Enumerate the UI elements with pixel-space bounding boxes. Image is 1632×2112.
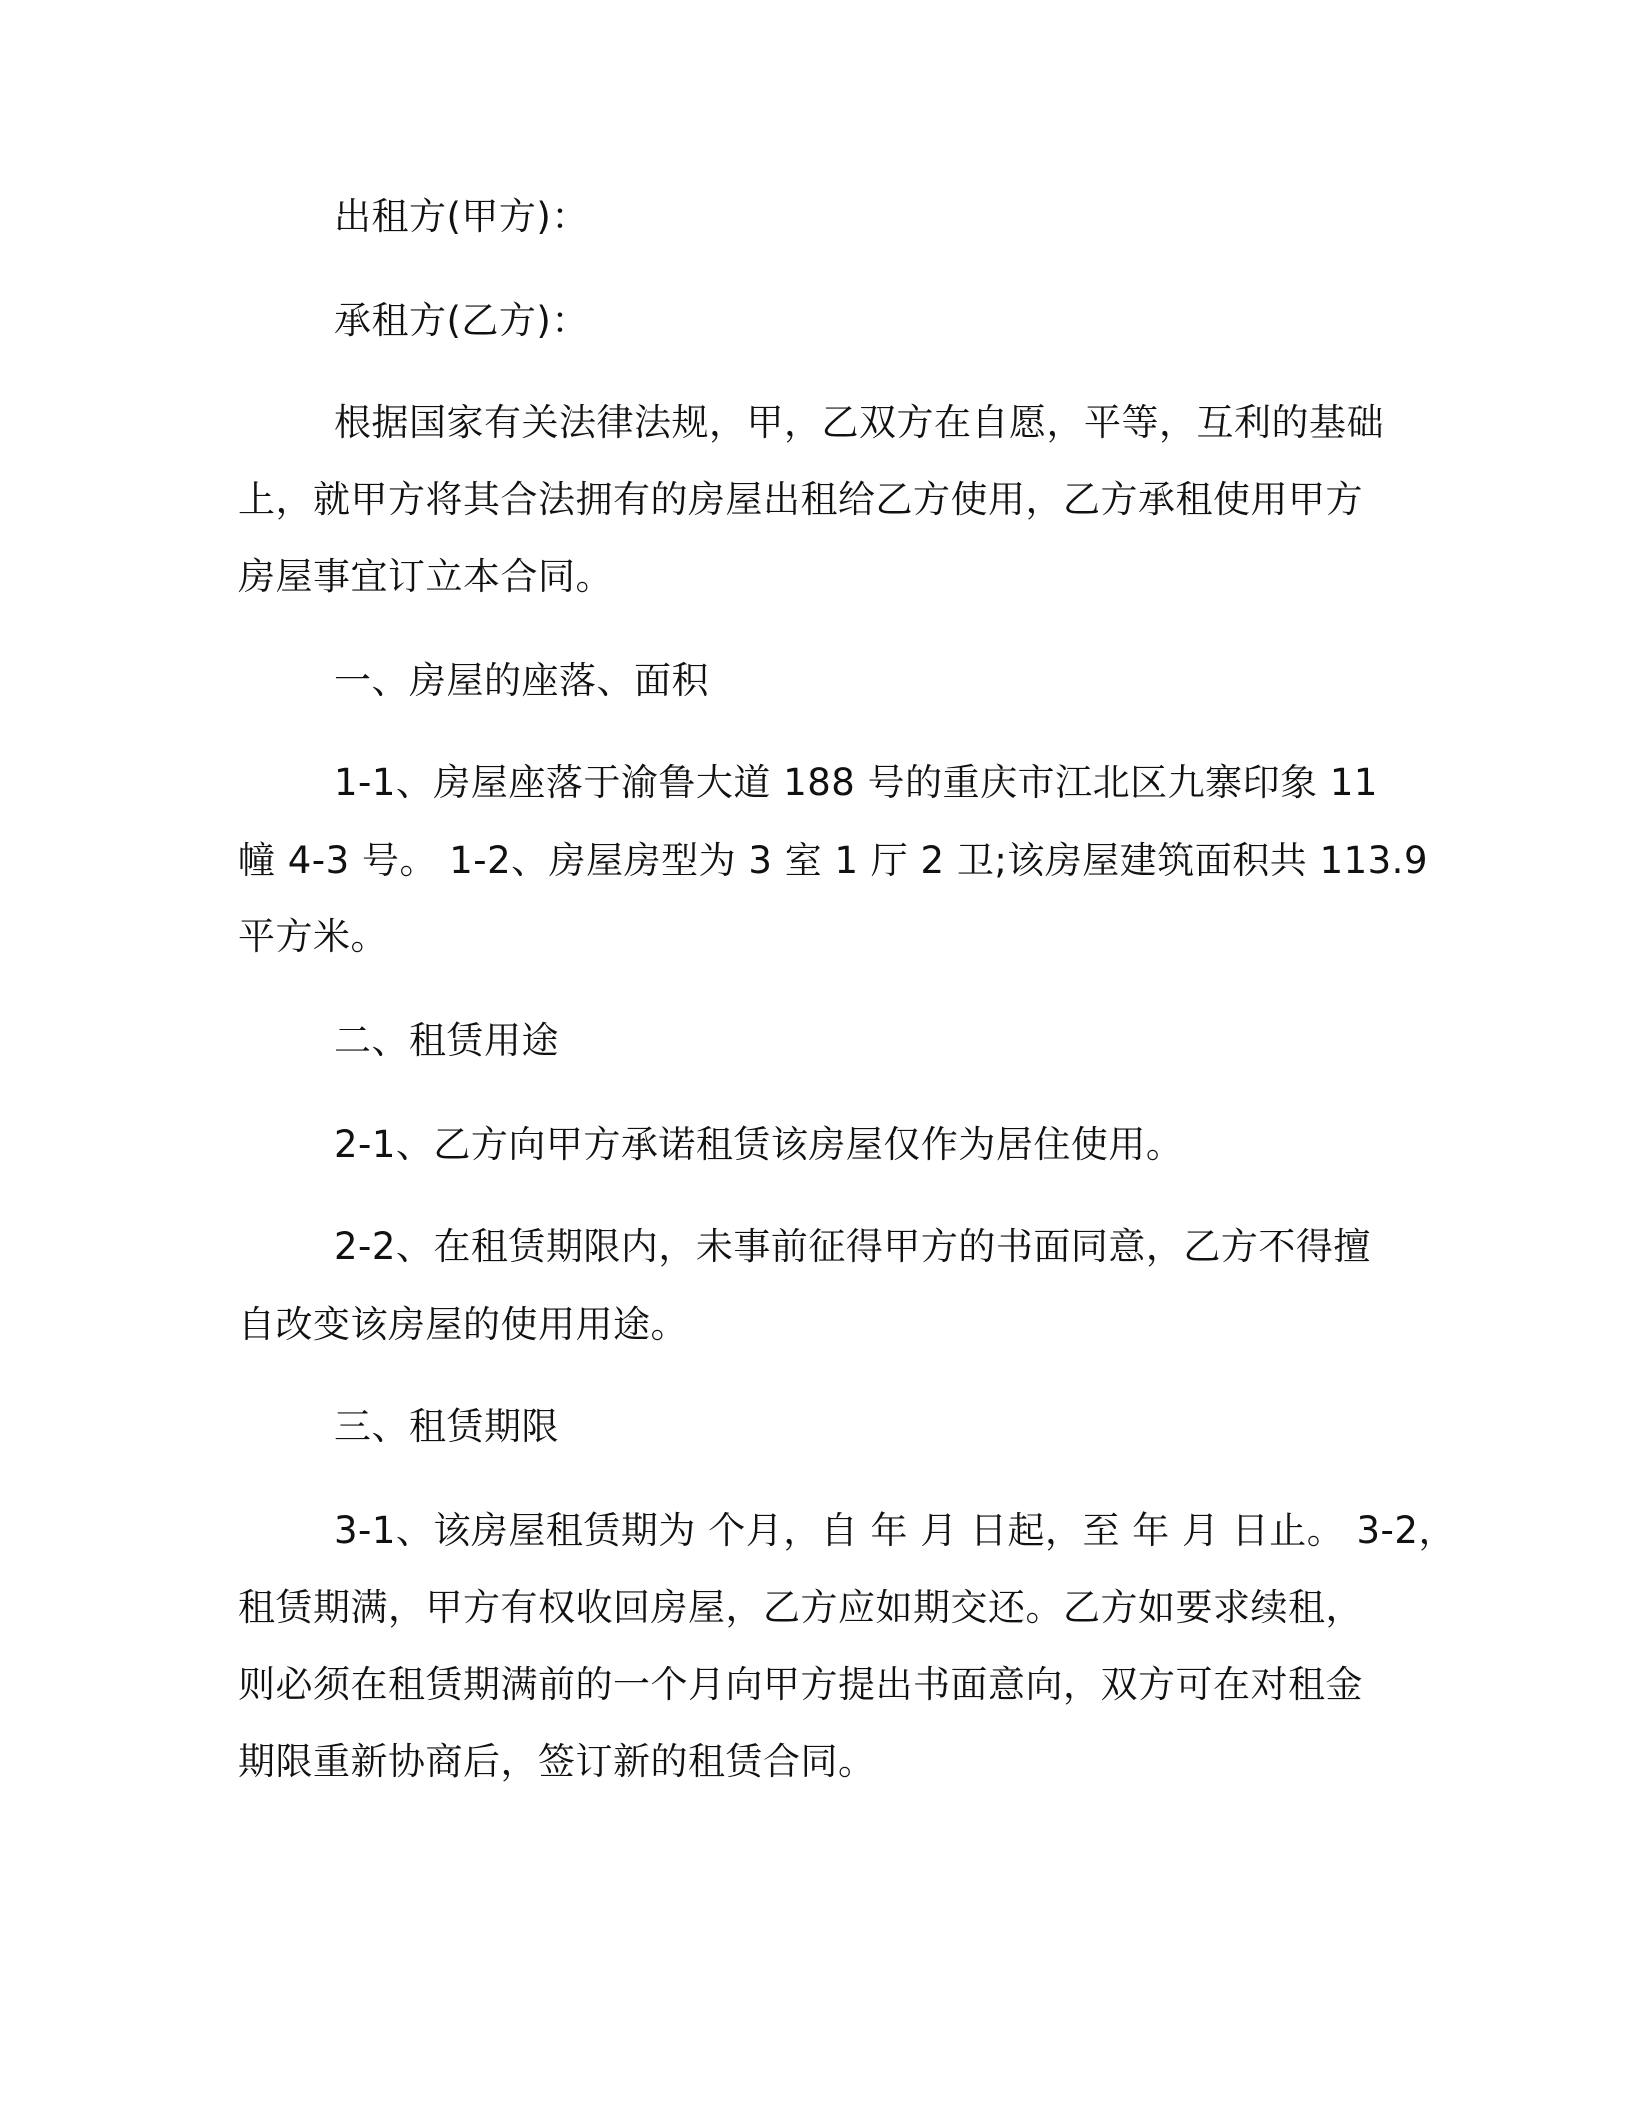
clause-2-2-line: 自改变该房屋的使用用途。	[238, 1303, 688, 1346]
clause-line: 期限重新协商后，签订新的租赁合同。	[238, 1740, 876, 1783]
section-heading-location-area: 一、房屋的座落、面积	[334, 659, 709, 702]
clause-line: 则必须在租赁期满前的一个月向甲方提出书面意向，双方可在对租金	[238, 1663, 1363, 1706]
lessor-label: 出租方(甲方)：	[334, 195, 589, 238]
lessee-label: 承租方(乙方)：	[334, 299, 589, 342]
clause-line: 租赁期满，甲方有权收回房屋，乙方应如期交还。乙方如要求续租，	[238, 1586, 1363, 1629]
preamble-line: 上，就甲方将其合法拥有的房屋出租给乙方使用，乙方承租使用甲方	[238, 478, 1363, 521]
clause-2-2-line: 2-2、在租赁期限内，未事前征得甲方的书面同意，乙方不得擅	[334, 1225, 1371, 1268]
preamble-line: 根据国家有关法律法规，甲，乙双方在自愿，平等，互利的基础	[334, 401, 1384, 444]
clause-line: 1-1、房屋座落于渝鲁大道 188 号的重庆市江北区九寨印象 11	[334, 761, 1378, 804]
preamble-line: 房屋事宜订立本合同。	[238, 555, 613, 598]
section-heading-usage: 二、租赁用途	[334, 1019, 559, 1062]
clause-2-1: 2-1、乙方向甲方承诺租赁该房屋仅作为居住使用。	[334, 1123, 1184, 1166]
clause-line: 平方米。	[238, 915, 388, 958]
clause-line: 3-1、该房屋租赁期为 个月，自 年 月 日起，至 年 月 日止。 3-2，	[334, 1509, 1456, 1552]
section-heading-term: 三、租赁期限	[334, 1405, 559, 1448]
clause-line: 幢 4-3 号。 1-2、房屋房型为 3 室 1 厅 2 卫;该房屋建筑面积共 113.9	[238, 839, 1428, 882]
